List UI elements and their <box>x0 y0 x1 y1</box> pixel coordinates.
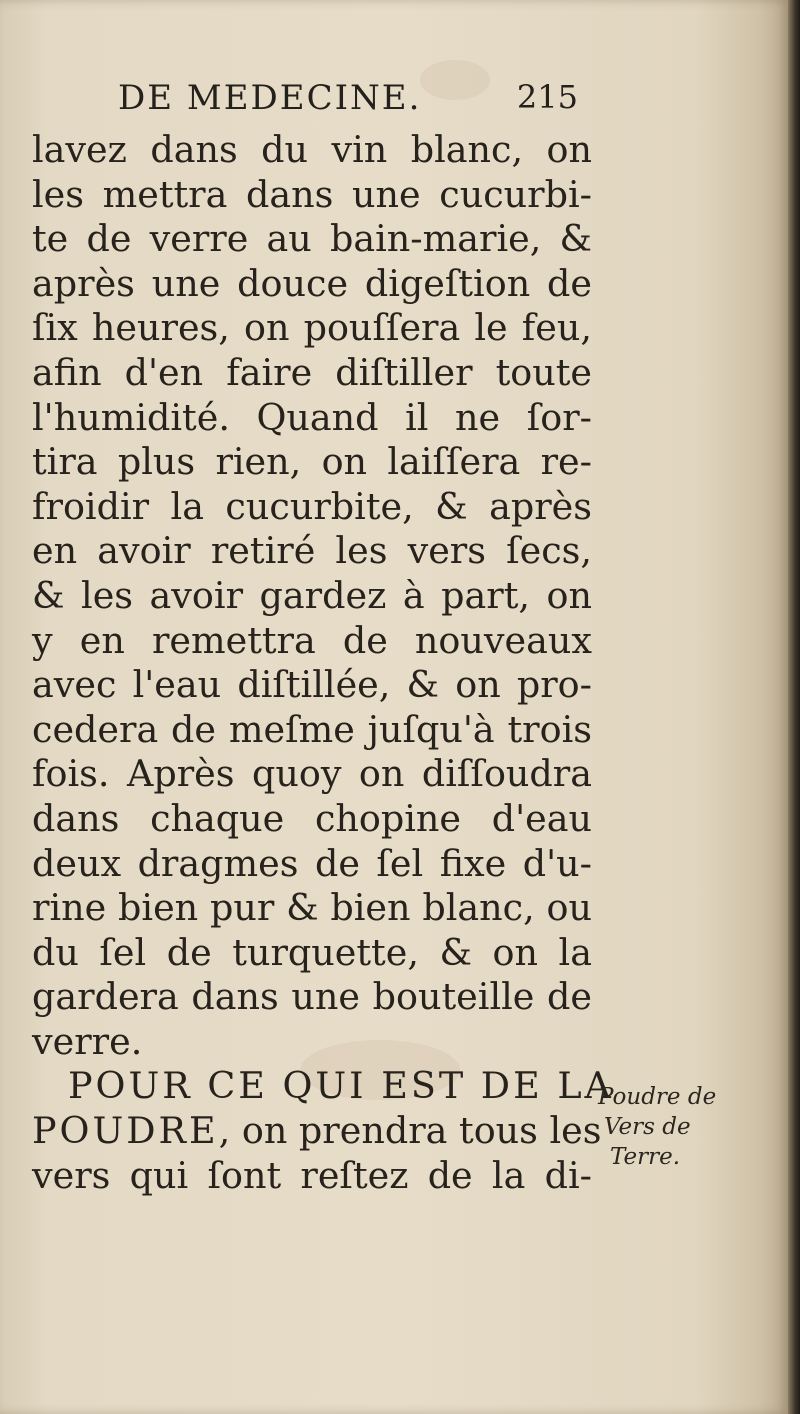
text-line: avec l'eau diſtillée, & on pro- <box>32 663 592 707</box>
text-line: les mettra dans une cucurbi- <box>32 172 592 216</box>
margin-note-line: Poudre de <box>598 1084 717 1110</box>
text-line: gardera dans une bouteille de <box>32 975 592 1019</box>
text-line: en avoir retiré les vers ſecs, <box>32 529 592 573</box>
text-line: dans chaque chopine d'eau <box>32 796 592 840</box>
text-line: vers qui ſont reſtez de la di- <box>32 1153 592 1197</box>
page-header <box>118 78 578 128</box>
text-line: froidir la cucurbite, & après <box>32 484 592 528</box>
page-number: 215 <box>516 78 578 116</box>
text-line: ſix heures, on pouſſera le feu, <box>32 306 592 350</box>
text-line: lavez dans du vin blanc, on <box>32 128 592 171</box>
text-line: rine bien pur & bien blanc, ou <box>32 886 592 930</box>
text-line: cedera de meſme juſqu'à trois <box>32 707 592 751</box>
running-head: DE MEDECINE. <box>118 78 422 118</box>
text-line: fois. Après quoy on diſſoudra <box>32 752 592 796</box>
text-line: après une douce digeſtion de <box>32 261 592 305</box>
body-text <box>32 128 614 1198</box>
margin-note-line: Vers de <box>604 1114 691 1140</box>
text-fragment: , on prendra tous les <box>218 1109 602 1153</box>
text-line <box>32 1109 602 1154</box>
text-line: du ſel de turquette, & on la <box>32 930 592 974</box>
text-line: & les avoir gardez à part, on <box>32 573 592 617</box>
paragraph-opening: POUR CE QUI EST DE LA <box>68 1064 614 1108</box>
margin-note-line: Terre. <box>610 1144 681 1170</box>
text-line: y en remettra de nouveaux <box>32 618 592 662</box>
text-line: deux dragmes de ſel fixe d'u- <box>32 841 592 885</box>
margin-note <box>598 1082 748 1172</box>
text-line: l'humidité. Quand il ne ſor- <box>32 395 592 439</box>
page-edge <box>788 0 800 1414</box>
text-line: verre. <box>32 1019 143 1063</box>
text-line: te de verre au bain-marie, & <box>32 217 592 261</box>
small-caps-word: POUDRE <box>32 1109 219 1153</box>
text-line: tira plus rien, on laiſſera re- <box>32 440 592 484</box>
text-line: afin d'en faire diſtiller toute <box>32 350 592 394</box>
